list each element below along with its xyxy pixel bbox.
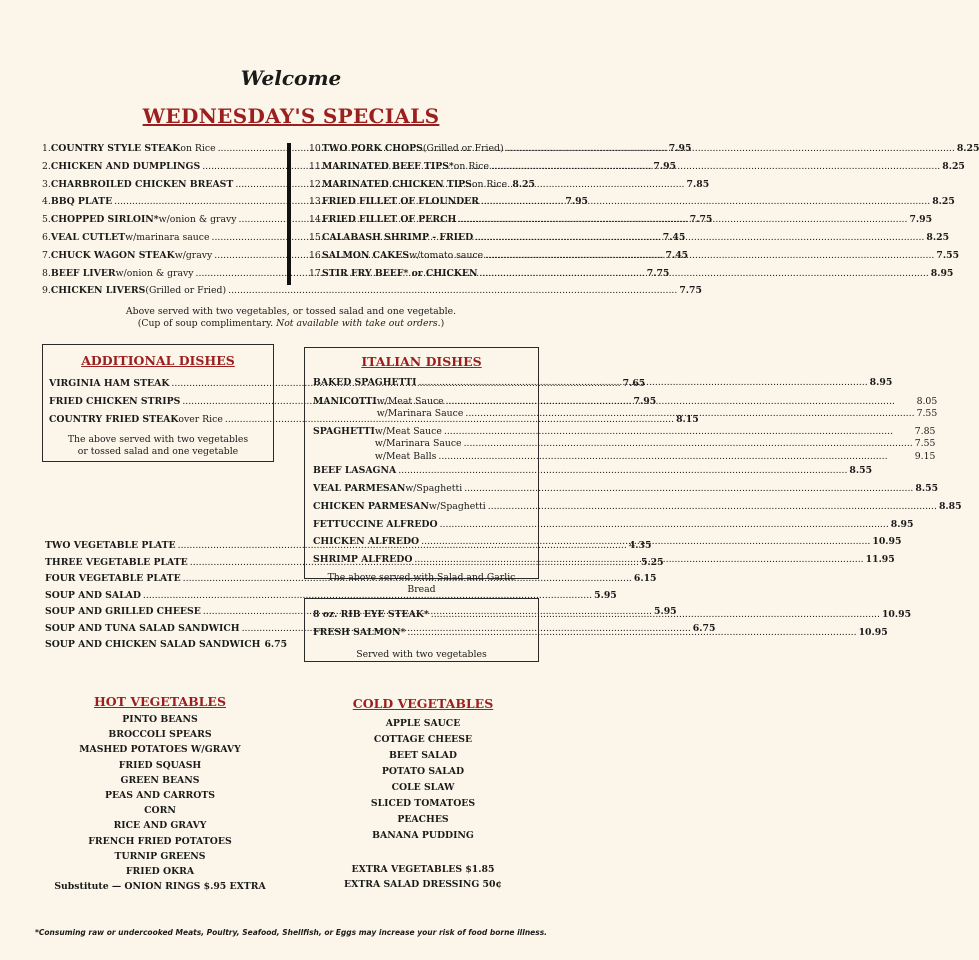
leader-dots (506, 143, 955, 154)
item-number: 15. (309, 231, 324, 243)
item-price: 8.95 (930, 267, 954, 279)
item-price: 8.15 (676, 413, 699, 425)
item-price: 5.95 (594, 589, 617, 601)
option-label: w/Marinara Sauce (374, 438, 462, 450)
item-price: 6.15 (633, 573, 657, 584)
cold-vegetables-section (304, 696, 542, 892)
welcome-heading: Welcome (240, 66, 342, 90)
item-description: on Rice (471, 178, 508, 190)
item-description: w/marinara sauce (125, 231, 210, 243)
column-divider (287, 143, 291, 285)
item-description: w/tomato sauce (409, 249, 484, 261)
cold-vegetable-item: POTATO SALAD (381, 766, 465, 777)
option-row (377, 408, 938, 421)
italian-item (313, 483, 939, 501)
item-name: SOUP AND CHICKEN SALAD SANDWICH (45, 639, 261, 650)
item-number: 5. (42, 214, 51, 226)
substitute-note: Substitute — ONION RINGS $.95 EXTRA (54, 881, 266, 893)
italian-item (313, 465, 873, 483)
italian-note: The above served with Salad and Garlic Bread (327, 572, 516, 596)
item-name: CHICKEN ALFREDO (313, 536, 420, 548)
item-name: VEAL CUTLET (50, 231, 126, 243)
option-row (375, 451, 936, 464)
item-name: SOUP AND TUNA SALAD SANDWICH (45, 622, 240, 634)
hot-vegetable-item: FRIED SQUASH (118, 759, 202, 771)
additional-dishes-title: ADDITIONAL DISHES (81, 353, 235, 368)
option-row (377, 396, 938, 409)
specials-note-line-2 (0, 318, 582, 330)
item-price: 6.75 (264, 639, 288, 650)
item-description: w/onion & gravy (115, 267, 194, 279)
item-name: FRIED FILLET OF PERCH (322, 214, 457, 226)
item-name: CHOPPED SIRLOIN* (50, 214, 159, 226)
leader-dots (465, 408, 914, 419)
additional-note-line-1: The above served with two vegetables (67, 434, 249, 446)
option-row (375, 438, 936, 451)
hot-vegetable-item: GREEN BEANS (120, 774, 200, 786)
item-name: BBQ PLATE (50, 196, 113, 208)
item-number: 6. (42, 231, 51, 243)
specials-note-2b: Not available with take out orders. (276, 318, 441, 329)
item-description: (Grilled or Fried) (422, 143, 504, 154)
item-number: 16. (309, 249, 324, 261)
leader-dots (446, 396, 915, 407)
item-price: 5.95 (654, 606, 677, 617)
plate-item (45, 589, 617, 607)
item-price: 10.95 (881, 609, 912, 620)
item-price: 7.95 (909, 214, 933, 226)
hot-vegetables-title: HOT VEGETABLES (93, 694, 226, 709)
leader-dots (414, 554, 863, 565)
item-number: 8. (42, 267, 51, 279)
option-price: 7.85 (914, 425, 936, 437)
leader-dots (228, 285, 677, 296)
leader-dots (418, 377, 867, 388)
option-label: w/Meat Sauce (374, 425, 442, 437)
item-number: 14. (309, 214, 324, 226)
italian-dishes-title: ITALIAN DISHES (361, 354, 482, 369)
item-price: 8.95 (869, 377, 893, 388)
leader-dots (464, 483, 913, 494)
leader-dots (438, 451, 912, 462)
item-name: CHARBROILED CHICKEN BREAST (50, 178, 234, 190)
cold-vegetable-item: BANANA PUDDING (372, 830, 474, 841)
hot-vegetable-item: BROCCOLI SPEARS (108, 729, 212, 741)
hot-vegetable-item: PEAS AND CARROTS (104, 789, 216, 801)
item-description: w/gravy (174, 249, 213, 261)
item-description: on Rice (180, 143, 216, 154)
option-price: 8.05 (916, 395, 938, 407)
item-name: FRIED CHICKEN STRIPS (49, 395, 181, 407)
item-description: over Rice (178, 413, 223, 425)
item-name: VIRGINIA HAM STEAK (49, 378, 170, 389)
item-name: BEEF LIVER (50, 267, 116, 279)
cold-vegetable-item: COTTAGE CHEESE (373, 734, 473, 745)
item-price: 8.25 (926, 231, 950, 243)
item-price: 7.45 (665, 249, 689, 261)
hot-vegetables-list (40, 712, 280, 879)
option-row (375, 426, 936, 439)
cold-vegetables-title: COLD VEGETABLES (352, 696, 494, 711)
leader-dots (481, 196, 930, 207)
item-price: 5.25 (640, 556, 664, 568)
italian-item (313, 518, 914, 537)
item-name: COUNTRY FRIED STEAK (49, 413, 179, 425)
leader-dots (488, 501, 937, 512)
item-price: 4.35 (628, 540, 652, 551)
leader-dots (398, 465, 847, 476)
item-number: 11. (309, 160, 324, 172)
item-number: 4. (42, 196, 51, 208)
item-number: 12. (309, 178, 324, 190)
leader-dots (509, 179, 510, 190)
item-number: 9. (42, 285, 51, 297)
item-price: 7.75 (646, 267, 670, 279)
item-name: FRESH SALMON* (313, 626, 406, 638)
item-name: STIR FRY BEEF* or CHICKEN (322, 267, 478, 279)
item-number: 13. (309, 196, 324, 208)
item-name: FOUR VEGETABLE PLATE (45, 573, 181, 584)
option-price: 7.55 (916, 408, 938, 420)
specials-note-line-1: Above served with two vegetables, or tossed salad and one vegetable. (125, 306, 457, 317)
extra-vegetables-price: EXTRA VEGETABLES $1.85 (351, 864, 495, 875)
leader-dots (431, 609, 880, 620)
cold-vegetable-item: BEET SALAD (389, 750, 457, 761)
item-price: 8.25 (956, 143, 979, 154)
item-name: THREE VEGETABLE PLATE (45, 556, 188, 568)
item-name: BEEF LASAGNA (313, 465, 397, 477)
item-name: CALABASH SHRIMP - FRIED (322, 231, 474, 243)
cold-vegetable-item: COLE SLAW (391, 782, 455, 793)
item-name: MANICOTTI (313, 395, 377, 407)
food-safety-disclaimer: *Consuming raw or undercooked Meats, Poultry, Seafood, Shellfish, or Eggs may increase your risk of food borne illness. (34, 928, 548, 937)
item-price: 8.95 (890, 518, 914, 530)
italian-item (313, 500, 962, 519)
item-name: SOUP AND GRILLED CHEESE (45, 606, 201, 617)
item-number: 1. (42, 143, 51, 154)
hot-vegetable-item: PINTO BEANS (122, 714, 198, 725)
hot-vegetables-section (40, 694, 280, 894)
option-label: w/Meat Balls (374, 450, 437, 462)
item-price: 6.75 (692, 622, 716, 634)
option-label: w/Marinara Sauce (376, 408, 464, 420)
item-name: CHICKEN LIVERS (50, 285, 146, 297)
item-price: 8.85 (938, 500, 962, 512)
cold-vegetable-item: SLICED TOMATOES (370, 798, 476, 809)
item-number: 2. (42, 160, 51, 172)
item-name: SHRIMP ALFREDO (313, 554, 413, 566)
item-price: 8.25 (932, 196, 955, 208)
item-price: 10.95 (858, 626, 888, 638)
item-price: 7.65 (622, 378, 646, 389)
specials-title: WEDNESDAY'S SPECIALS (142, 104, 440, 128)
specials-note (0, 306, 582, 330)
item-price: 8.55 (849, 465, 873, 477)
item-name: FRIED FILLET OF FLOUNDER (322, 196, 479, 208)
item-price: 8.55 (915, 483, 939, 495)
leader-dots (407, 627, 856, 638)
hot-vegetable-item: MASHED POTATOES W/GRAVY (79, 744, 241, 756)
italian-item-spaghetti (313, 425, 936, 464)
option-price: 7.55 (914, 438, 936, 450)
option-label: w/Meat Sauce (376, 395, 444, 407)
leader-dots (464, 438, 913, 449)
hot-vegetable-item: CORN (144, 805, 176, 817)
item-name: COUNTRY STYLE STEAK (50, 143, 181, 154)
item-name: SPAGHETTI (313, 425, 375, 437)
item-name: CHICKEN AND DUMPLINGS (50, 160, 201, 172)
option-price: 9.15 (914, 450, 936, 462)
item-price: 8.25 (512, 178, 535, 190)
hot-vegetable-item: FRIED OKRA (125, 865, 195, 877)
leader-dots (421, 536, 870, 547)
item-price: 7.95 (633, 395, 657, 407)
item-description: (Grilled or Fried) (145, 285, 227, 297)
leader-dots (475, 232, 924, 243)
hot-vegetable-item: FRENCH FRIED POTATOES (88, 835, 232, 847)
leader-dots (491, 161, 940, 172)
item-price: 7.95 (668, 143, 692, 154)
cold-vegetable-item: APPLE SAUCE (385, 718, 461, 729)
item-name: VEAL PARMESAN (313, 483, 406, 495)
item-name: SALMON CAKES (322, 249, 410, 261)
spaghetti-options (375, 426, 936, 464)
item-price: 8.25 (942, 160, 965, 172)
leader-dots (458, 214, 907, 225)
item-number: 17. (309, 267, 324, 279)
additional-note-line-2: or tossed salad and one vegetable (77, 446, 239, 458)
item-description: w/Spaghetti (405, 483, 463, 495)
item-price: 7.75 (689, 214, 713, 226)
item-name: FETTUCCINE ALFREDO (313, 518, 438, 530)
manicotti-options (377, 396, 938, 421)
steak-salmon-note: Served with two vegetables (356, 648, 487, 660)
item-price: 7.95 (653, 160, 677, 172)
specials-note-2c: ) (440, 318, 445, 329)
extra-dressing-price: EXTRA SALAD DRESSING 50¢ (344, 879, 502, 891)
item-name: 8 oz. RIB EYE STEAK* (313, 609, 429, 620)
item-number: 10. (309, 143, 324, 154)
item-price: 7.95 (565, 196, 589, 208)
leader-dots (444, 426, 913, 437)
item-price: 7.85 (686, 178, 710, 190)
cold-vegetables-list (304, 716, 542, 844)
item-description: w/onion & gravy (158, 214, 237, 226)
leader-dots (485, 250, 934, 261)
item-name: TWO PORK CHOPS (322, 143, 423, 154)
leader-dots (480, 268, 929, 279)
item-name: BAKED SPAGHETTI (313, 377, 417, 388)
item-name: CHUCK WAGON STEAK (50, 249, 175, 261)
special-item (42, 285, 702, 303)
hot-vegetable-item: RICE AND GRAVY (113, 820, 207, 832)
item-number: 7. (42, 249, 51, 261)
cold-vegetable-item: PEACHES (397, 814, 449, 825)
item-price: 7.45 (662, 231, 686, 243)
item-price: 10.95 (872, 536, 902, 548)
item-description: w/Spaghetti (428, 500, 486, 512)
item-price: 11.95 (865, 554, 895, 566)
item-price: 7.55 (936, 249, 960, 261)
item-name: SOUP AND SALAD (45, 589, 141, 601)
hot-vegetable-item: TURNIP GREENS (114, 850, 206, 862)
item-name: CHICKEN PARMESAN (313, 500, 429, 512)
plate-item (45, 639, 288, 656)
item-price: 7.75 (679, 285, 702, 297)
special-item (309, 179, 535, 197)
additional-note (49, 434, 267, 458)
item-name: MARINATED BEEF TIPS* (322, 160, 454, 172)
specials-note-2a: (Cup of soup complimentary. (137, 318, 277, 329)
item-description: on Rice (453, 160, 490, 172)
leader-dots (440, 519, 889, 530)
item-number: 3. (42, 178, 51, 190)
item-name: TWO VEGETABLE PLATE (45, 540, 176, 551)
item-name: MARINATED CHICKEN TIPS (322, 178, 472, 190)
